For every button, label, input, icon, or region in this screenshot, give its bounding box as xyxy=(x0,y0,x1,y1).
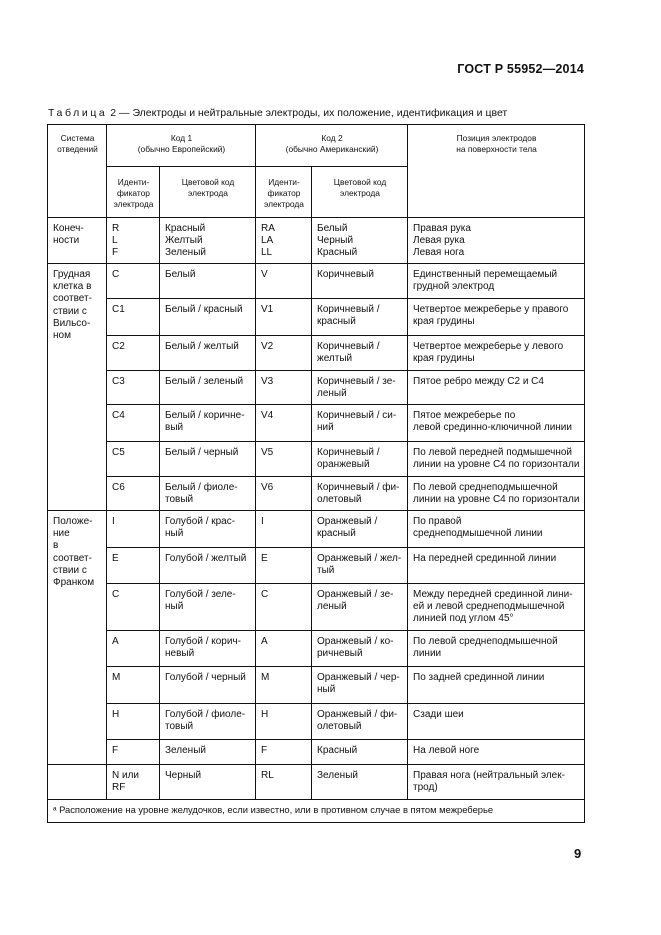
ident-code2: V1 xyxy=(256,299,312,336)
electrode-position: Сзади шеи xyxy=(408,704,585,740)
ident-code1: C2 xyxy=(107,336,160,371)
electrode-position: На передней срединной линии xyxy=(408,548,585,584)
table-row xyxy=(48,336,585,371)
color-code1: Белый / черный xyxy=(160,442,256,477)
electrode-table xyxy=(47,124,585,823)
color-code2: Красный xyxy=(312,740,408,765)
ident-code2: E xyxy=(256,548,312,584)
table-row xyxy=(48,631,585,667)
ident-code1: C xyxy=(107,264,160,299)
electrode-position: Пятое ребро между С2 и С4 xyxy=(408,371,585,405)
color-code1: Голубой / корич- невый xyxy=(160,631,256,667)
lead-system xyxy=(48,765,107,800)
color-code2: Коричневый / красный xyxy=(312,299,408,336)
table-row xyxy=(48,704,585,740)
footnote: ᵃ Расположение на уровне желудочков, если известно, или в противном случае в пятом межреберье xyxy=(48,800,585,823)
color-code2: Оранжевый / фи- олетовый xyxy=(312,704,408,740)
lead-system: Положе- ние в соответ- ствии с Франком xyxy=(48,511,107,765)
color-code1: Белый / красный xyxy=(160,299,256,336)
page-number: 9 xyxy=(574,846,582,861)
color-code2: Зеленый xyxy=(312,765,408,800)
color-code1: Голубой / крас- ный xyxy=(160,511,256,548)
ident-code2: V5 xyxy=(256,442,312,477)
color-code2: Коричневый xyxy=(312,264,408,299)
ident-code2: A xyxy=(256,631,312,667)
electrode-position: Четвертое межреберье у правого края грудины xyxy=(408,299,585,336)
header-code1: Код 1 (обычно Европейский) xyxy=(107,125,256,167)
table-row xyxy=(48,765,585,800)
color-code2: Оранжевый / жел- тый xyxy=(312,548,408,584)
ident-code1: F xyxy=(107,740,160,765)
header-position: Позиция электродов на поверхности тела xyxy=(408,125,585,218)
caption-text: 2 — Электроды и нейтральные электроды, их положение, идентификация и цвет xyxy=(107,107,508,119)
color-code1: Белый / зеленый xyxy=(160,371,256,405)
ident-code1: I xyxy=(107,511,160,548)
ident-code1: A xyxy=(107,631,160,667)
table-row xyxy=(48,511,585,548)
color-code2: Оранжевый / ко- ричневый xyxy=(312,631,408,667)
header-ident-2: Иденти- фикатор электрода xyxy=(256,167,312,218)
header-code2: Код 2 (обычно Американский) xyxy=(256,125,408,167)
table-row xyxy=(48,405,585,442)
electrode-position: Единственный перемещаемый грудной электрод xyxy=(408,264,585,299)
ident-code1: H xyxy=(107,704,160,740)
ident-code2: V6 xyxy=(256,477,312,511)
ident-code2: V xyxy=(256,264,312,299)
color-code1: Белый / коричне- вый xyxy=(160,405,256,442)
header-ident-1: Иденти- фикатор электрода xyxy=(107,167,160,218)
ident-code1: R L F xyxy=(107,218,160,264)
header-system: Система отведений xyxy=(48,125,107,218)
ident-code2: V4 xyxy=(256,405,312,442)
standard-header: ГОСТ Р 55952—2014 xyxy=(457,62,584,76)
electrode-position: Между передней срединной лини- ей и левой среднеподмышечной линией под углом 45° xyxy=(408,584,585,631)
header-color-1: Цветовой код электрода xyxy=(160,167,256,218)
ident-code1: N или RF xyxy=(107,765,160,800)
table-row xyxy=(48,371,585,405)
color-code1: Голубой / черный xyxy=(160,667,256,704)
electrode-position: На левой ноге xyxy=(408,740,585,765)
color-code1: Зеленый xyxy=(160,740,256,765)
color-code1: Черный xyxy=(160,765,256,800)
table-row xyxy=(48,442,585,477)
table-row xyxy=(48,667,585,704)
color-code2: Оранжевый / красный xyxy=(312,511,408,548)
table-row xyxy=(48,740,585,765)
color-code1: Голубой / фиоле- товый xyxy=(160,704,256,740)
footnote-row xyxy=(48,800,585,823)
color-code1: Белый xyxy=(160,264,256,299)
color-code2: Коричневый / желтый xyxy=(312,336,408,371)
electrode-position: Пятое межреберье по левой срединно-ключичной линии xyxy=(408,405,585,442)
color-code1: Белый / фиоле- товый xyxy=(160,477,256,511)
ident-code1: E xyxy=(107,548,160,584)
table-row xyxy=(48,548,585,584)
table-caption xyxy=(48,107,507,119)
ident-code1: M xyxy=(107,667,160,704)
color-code2: Оранжевый / зе- леный xyxy=(312,584,408,631)
color-code2: Коричневый / фи- олетовый xyxy=(312,477,408,511)
color-code2: Коричневый / оранжевый xyxy=(312,442,408,477)
color-code2: Оранжевый / чер- ный xyxy=(312,667,408,704)
ident-code1: C5 xyxy=(107,442,160,477)
ident-code1: C1 xyxy=(107,299,160,336)
electrode-position: Правая нога (нейтральный элек- трод) xyxy=(408,765,585,800)
electrode-position: По левой среднеподмышечной линии xyxy=(408,631,585,667)
ident-code2: RL xyxy=(256,765,312,800)
color-code1: Красный Желтый Зеленый xyxy=(160,218,256,264)
ident-code1: C4 xyxy=(107,405,160,442)
ident-code1: C6 xyxy=(107,477,160,511)
ident-code1: C3 xyxy=(107,371,160,405)
electrode-position: По левой передней подмышечной линии на уровне С4 по горизонтали xyxy=(408,442,585,477)
lead-system: Грудная клетка в соответ- ствии с Вильсо- ном xyxy=(48,264,107,511)
ident-code2: M xyxy=(256,667,312,704)
ident-code2: I xyxy=(256,511,312,548)
table-row xyxy=(48,584,585,631)
table-row xyxy=(48,299,585,336)
color-code2: Коричневый / зе- леный xyxy=(312,371,408,405)
color-code2: Коричневый / си- ний xyxy=(312,405,408,442)
color-code1: Голубой / желтый xyxy=(160,548,256,584)
caption-label: Таблица xyxy=(48,107,108,119)
electrode-position: Правая рука Левая рука Левая нога xyxy=(408,218,585,264)
ident-code2: V3 xyxy=(256,371,312,405)
ident-code2: F xyxy=(256,740,312,765)
table-row xyxy=(48,264,585,299)
color-code1: Белый / желтый xyxy=(160,336,256,371)
electrode-position: По задней срединной линии xyxy=(408,667,585,704)
ident-code2: V2 xyxy=(256,336,312,371)
header-color-2: Цветовой код электрода xyxy=(312,167,408,218)
ident-code2: C xyxy=(256,584,312,631)
lead-system: Конеч- ности xyxy=(48,218,107,264)
table-row xyxy=(48,218,585,264)
ident-code2: H xyxy=(256,704,312,740)
electrode-position: Четвертое межреберье у левого края грудины xyxy=(408,336,585,371)
color-code2: Белый Черный Красный xyxy=(312,218,408,264)
ident-code2: RA LA LL xyxy=(256,218,312,264)
electrode-position: По левой среднеподмышечной линии на уровне С4 по горизонтали xyxy=(408,477,585,511)
color-code1: Голубой / зеле- ный xyxy=(160,584,256,631)
table-row xyxy=(48,477,585,511)
electrode-position: По правой среднеподмышечной линии xyxy=(408,511,585,548)
ident-code1: C xyxy=(107,584,160,631)
